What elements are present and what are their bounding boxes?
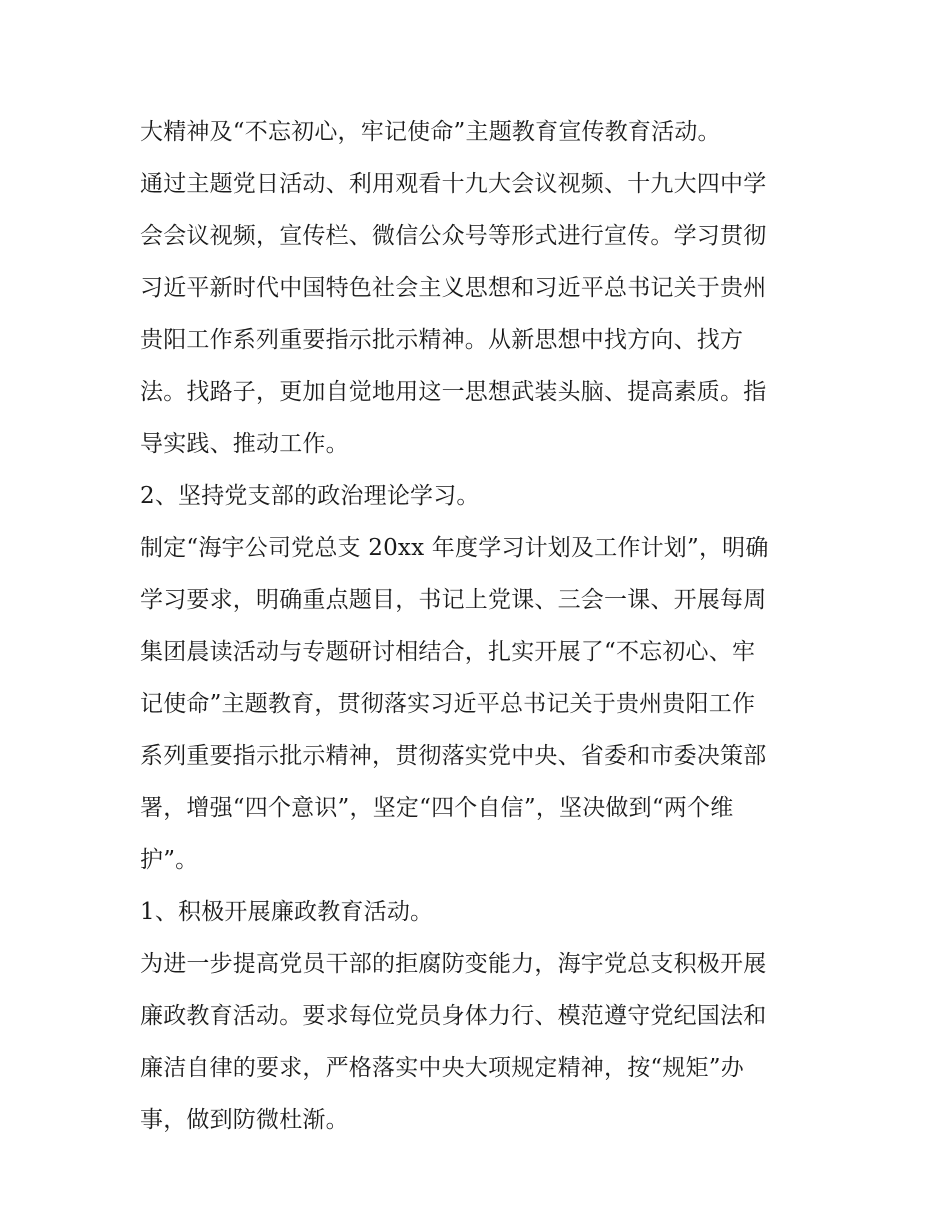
text-line: 通过主题党日活动、利用观看十九大会议视频、十九大四中学 bbox=[140, 171, 767, 197]
text-line: 系列重要指示批示精神，贯彻落实党中央、省委和市委决策部 bbox=[140, 743, 767, 769]
section-heading: 1、积极开展廉政教育活动。 bbox=[140, 899, 434, 925]
text-line: 会会议视频，宣传栏、微信公众号等形式进行宣传。学习贯彻 bbox=[140, 223, 767, 249]
text-line: 法。找路子，更加自觉地用这一思想武装头脑、提高素质。指 bbox=[140, 379, 767, 405]
text-line: 事，做到防微杜渐。 bbox=[140, 1107, 349, 1133]
text-line: 廉洁自律的要求，严格落实中央大项规定精神，按“规矩”办 bbox=[140, 1055, 744, 1081]
text-line: 为进一步提高党员干部的拒腐防变能力，海宇党总支积极开展 bbox=[140, 951, 767, 977]
text-line: 署，增强“四个意识”，坚定“四个自信”，坚决做到“两个维 bbox=[140, 795, 734, 821]
text-line: 廉政教育活动。要求每位党员身体力行、模范遵守党纪国法和 bbox=[140, 1003, 767, 1029]
text-line: 贵阳工作系列重要指示批示精神。从新思想中找方向、找方 bbox=[140, 327, 744, 353]
text-line: 记使命”主题教育，贯彻落实习近平总书记关于贵州贵阳工作 bbox=[140, 691, 756, 717]
text-line: 导实践、推动工作。 bbox=[140, 431, 349, 457]
text-line: 大精神及“不忘初心，牢记使命”主题教育宣传教育活动。 bbox=[140, 119, 721, 145]
text-line: 集团晨读活动与专题研讨相结合，扎实开展了“不忘初心、牢 bbox=[140, 639, 756, 665]
text-line: 护”。 bbox=[140, 847, 199, 873]
text-line: 制定“海宇公司党总支 20xx 年度学习计划及工作计划”，明确 bbox=[140, 535, 769, 561]
text-line: 学习要求，明确重点题目，书记上党课、三会一课、开展每周 bbox=[140, 587, 767, 613]
document-body bbox=[140, 106, 820, 1146]
section-heading: 2、坚持党支部的政治理论学习。 bbox=[140, 483, 480, 509]
text-line: 习近平新时代中国特色社会主义思想和习近平总书记关于贵州 bbox=[140, 275, 767, 301]
